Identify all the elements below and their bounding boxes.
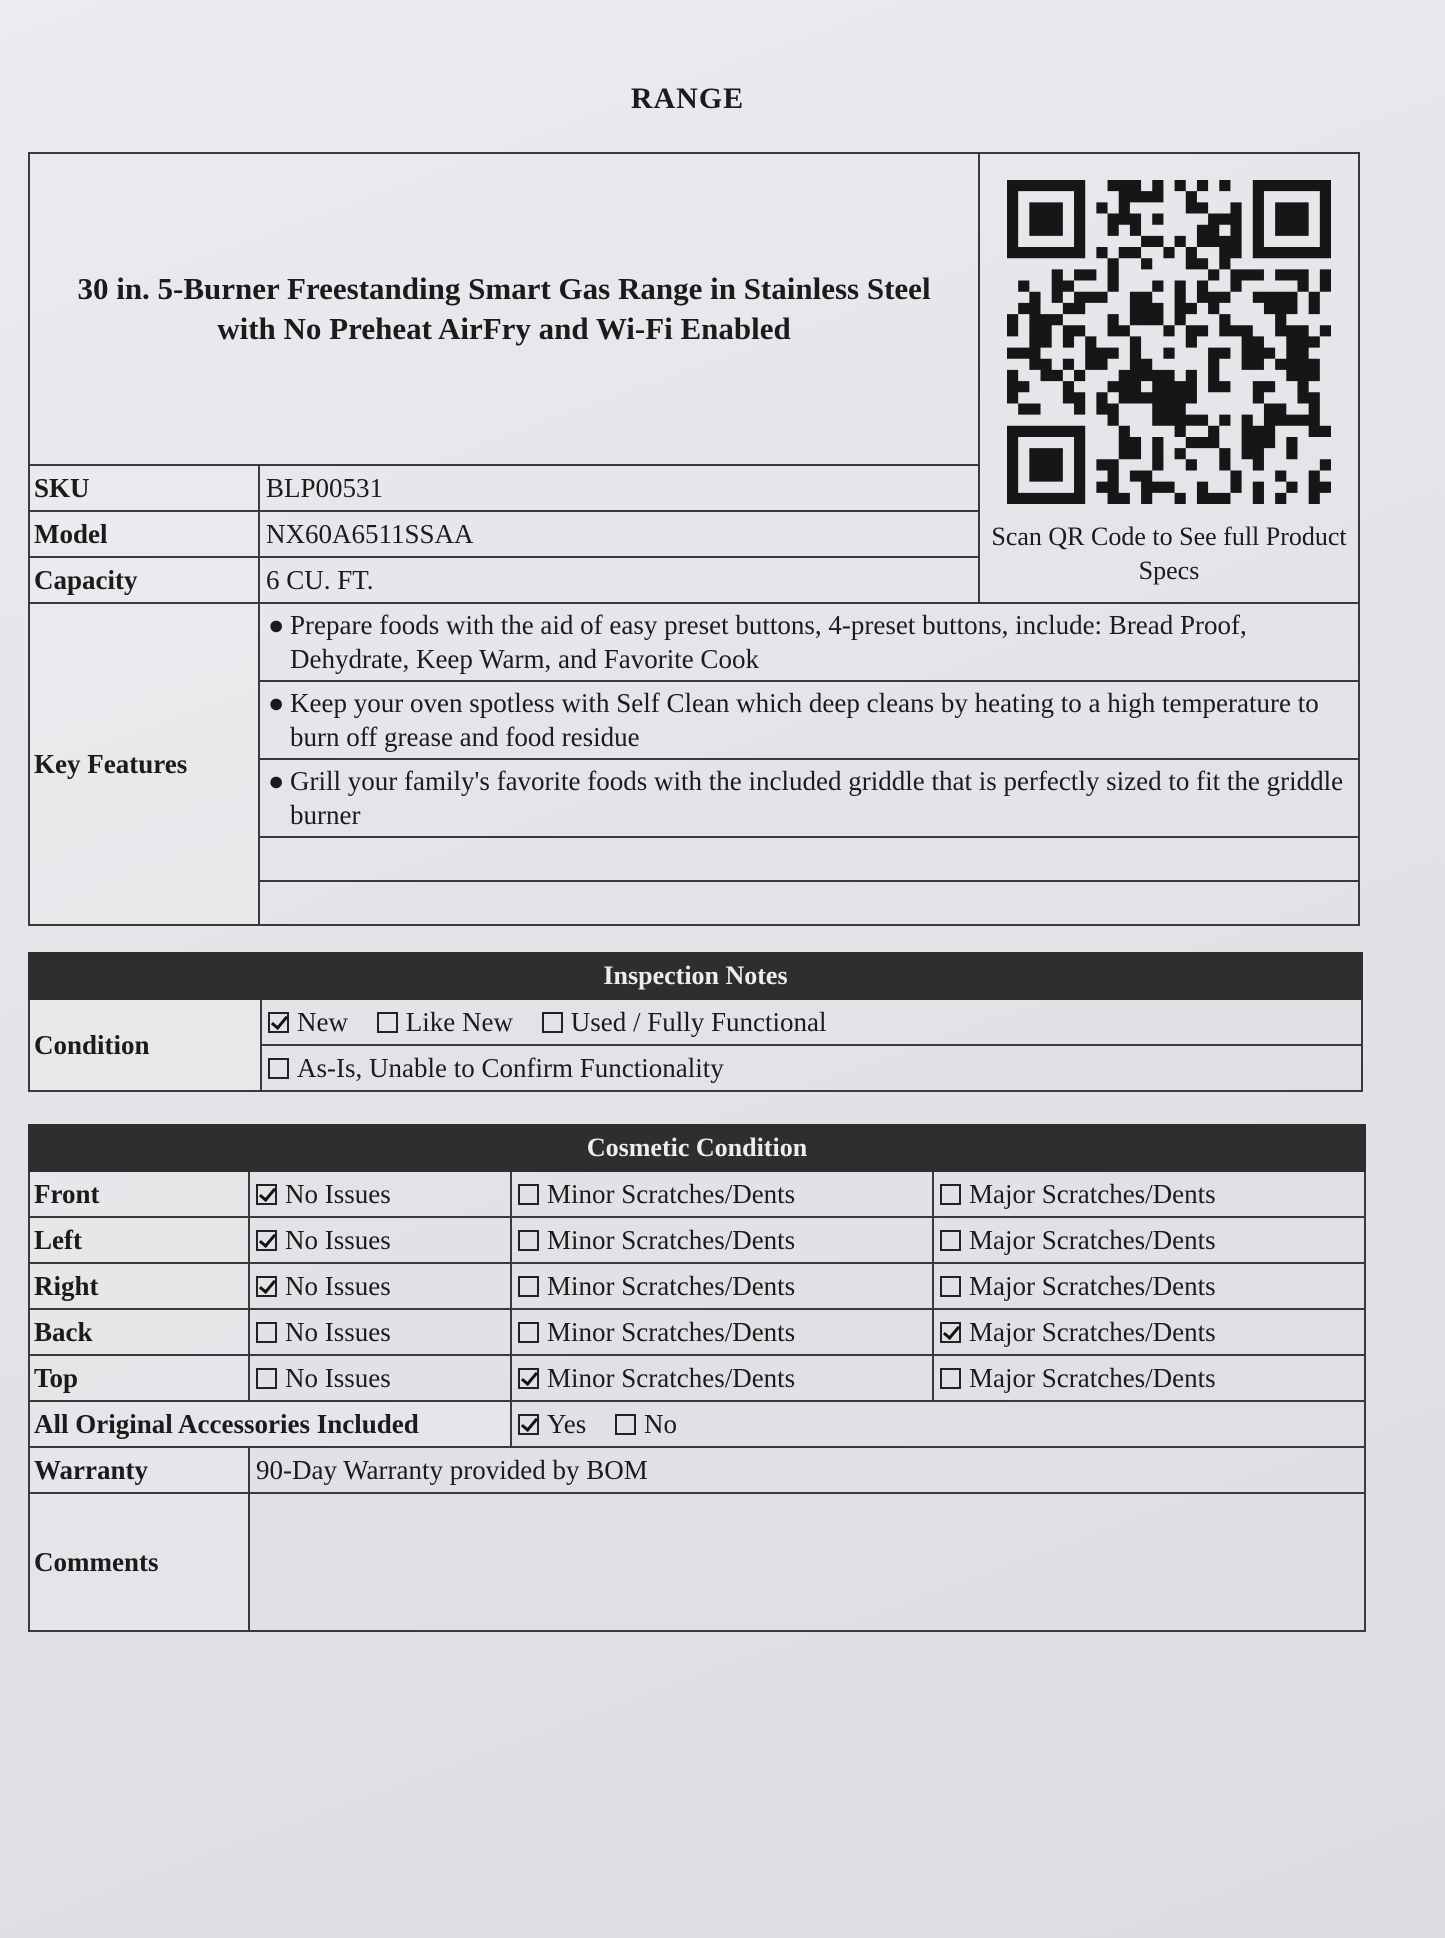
product-name: 30 in. 5-Burner Freestanding Smart Gas Range in Stainless Steel with No Preheat AirFry and Wi-Fi Enabled [29,153,979,465]
cosmetic-row [29,1309,1365,1355]
cosmetic-row [29,1355,1365,1401]
cosmetic-option[interactable]: Major Scratches/Dents [940,1363,1216,1394]
qr-cell [979,153,1359,603]
side-label: Left [29,1217,249,1263]
cosmetic-row [29,1263,1365,1309]
checkbox-icon[interactable] [256,1230,277,1251]
bullet-icon: ● [268,766,285,796]
checkbox-icon[interactable] [256,1322,277,1343]
cosmetic-option[interactable]: Minor Scratches/Dents [518,1363,795,1394]
cosmetic-row [29,1217,1365,1263]
accessories-no-option[interactable]: No [615,1409,677,1440]
checkbox-icon[interactable] [940,1276,961,1297]
checkbox-icon[interactable] [940,1184,961,1205]
checkbox-icon[interactable] [542,1012,563,1033]
qr-code-icon[interactable] [1007,180,1331,504]
comments-field[interactable] [249,1493,1365,1631]
cosmetic-option[interactable]: No Issues [256,1179,391,1210]
cosmetic-option[interactable]: Minor Scratches/Dents [518,1317,795,1348]
cosmetic-option[interactable]: Major Scratches/Dents [940,1271,1216,1302]
cosmetic-option[interactable]: Major Scratches/Dents [940,1317,1216,1348]
checkbox-icon[interactable] [518,1184,539,1205]
checkbox-icon[interactable] [518,1414,539,1435]
side-label: Front [29,1171,249,1217]
feature-item: ● Keep your oven spotless with Self Clean which deep cleans by heating to a high temperature to burn off grease and food residue [259,681,1359,759]
checkbox-icon[interactable] [256,1276,277,1297]
warranty-label: Warranty [29,1447,249,1493]
checkbox-icon[interactable] [377,1012,398,1033]
comments-label: Comments [29,1493,249,1631]
side-label: Back [29,1309,249,1355]
cosmetic-option[interactable]: No Issues [256,1271,391,1302]
cosmetic-option[interactable]: Minor Scratches/Dents [518,1271,795,1302]
checkbox-icon[interactable] [940,1368,961,1389]
side-label: Top [29,1355,249,1401]
product-table [28,152,1360,926]
inspection-notes-table [28,952,1363,1092]
feature-empty-row [259,837,1359,881]
feature-item: ● Prepare foods with the aid of easy preset buttons, 4-preset buttons, include: Bread Proof, Dehydrate, Keep Warm, and Favorite Cook [259,603,1359,681]
checkbox-icon[interactable] [256,1368,277,1389]
bullet-icon: ● [268,688,285,718]
accessories-label: All Original Accessories Included [29,1401,511,1447]
cosmetic-row [29,1171,1365,1217]
condition-label: Condition [29,999,261,1091]
cosmetic-option[interactable]: No Issues [256,1363,391,1394]
model-value: NX60A6511SSAA [259,511,979,557]
sku-value: BLP00531 [259,465,979,511]
condition-option-used[interactable]: Used / Fully Functional [542,1007,827,1038]
cosmetic-option[interactable]: Major Scratches/Dents [940,1225,1216,1256]
checkbox-icon[interactable] [518,1368,539,1389]
checkbox-icon[interactable] [518,1322,539,1343]
cosmetic-option[interactable]: Minor Scratches/Dents [518,1225,795,1256]
cosmetic-option[interactable]: No Issues [256,1225,391,1256]
checkbox-icon[interactable] [940,1322,961,1343]
inspection-notes-header: Inspection Notes [29,953,1362,999]
checkbox-icon[interactable] [940,1230,961,1251]
feature-empty-row [259,881,1359,925]
accessories-yes-option[interactable]: Yes [518,1409,586,1440]
cosmetic-option[interactable]: Major Scratches/Dents [940,1179,1216,1210]
checkbox-icon[interactable] [256,1184,277,1205]
capacity-label: Capacity [29,557,259,603]
side-label: Right [29,1263,249,1309]
key-features-label: Key Features [29,603,259,925]
condition-option-as-is[interactable]: As-Is, Unable to Confirm Functionality [268,1053,724,1084]
cosmetic-condition-header: Cosmetic Condition [29,1125,1365,1171]
model-label: Model [29,511,259,557]
qr-caption: Scan QR Code to See full Product Specs [991,522,1347,585]
cosmetic-option[interactable]: No Issues [256,1317,391,1348]
capacity-value: 6 CU. FT. [259,557,979,603]
feature-item: ● Grill your family's favorite foods with the included griddle that is perfectly sized to fit the griddle burner [259,759,1359,837]
checkbox-icon[interactable] [518,1230,539,1251]
checkbox-icon[interactable] [268,1058,289,1079]
document-title: RANGE [630,82,745,115]
condition-option-new[interactable]: New [268,1007,348,1038]
condition-option-like-new[interactable]: Like New [377,1007,513,1038]
cosmetic-condition-table [28,1124,1366,1632]
sku-label: SKU [29,465,259,511]
warranty-value: 90-Day Warranty provided by BOM [249,1447,1365,1493]
cosmetic-option[interactable]: Minor Scratches/Dents [518,1179,795,1210]
bullet-icon: ● [268,610,285,640]
checkbox-icon[interactable] [518,1276,539,1297]
checkbox-icon[interactable] [615,1414,636,1435]
checkbox-icon[interactable] [268,1012,289,1033]
